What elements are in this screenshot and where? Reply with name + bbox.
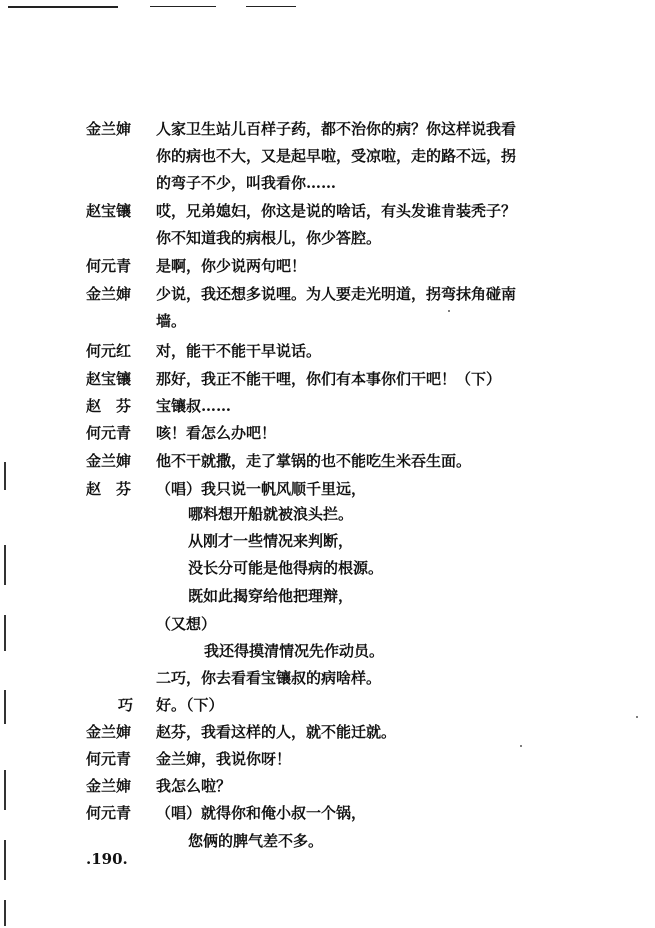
dialogue-line: （又想） (156, 615, 217, 633)
scan-edge-mark (4, 690, 6, 724)
dialogue-line: 墙。 (156, 312, 187, 330)
speaker-name: 何元青 (86, 257, 132, 275)
speaker-name: 赵宝镶 (86, 370, 132, 388)
speaker-name: 赵 芬 (86, 397, 132, 415)
dialogue-line: 赵芬，我看这样的人，就不能迁就。 (156, 723, 397, 741)
dialogue-line: 对，能干不能干早说话。 (156, 342, 322, 360)
top-rule-right (246, 6, 296, 7)
dialogue-line: 我怎么啦？ (156, 777, 232, 795)
speaker-name: 金兰婶 (86, 723, 132, 741)
speaker-name: 何元青 (86, 750, 132, 768)
speaker-name: 金兰婶 (86, 777, 132, 795)
scan-edge-mark (4, 462, 6, 490)
dialogue-line: 哪料想开船就被浪头拦。 (188, 505, 354, 523)
scan-speck (636, 716, 638, 718)
dialogue-line: 你的病也不大，又是起早啦，受凉啦，走的路不远，拐 (156, 147, 517, 165)
dialogue-line: （唱）就得你和俺小叔一个锅， (156, 804, 367, 822)
dialogue-line: 的弯子不少，叫我看你…… (156, 174, 337, 192)
dialogue-line: 咳！看怎么办吧！ (156, 424, 277, 442)
speaker-name: 何元青 (86, 804, 132, 822)
scan-edge-mark (4, 545, 6, 585)
speaker-name: 赵 芬 (86, 480, 132, 498)
scan-edge-mark (4, 770, 6, 810)
dialogue-line: 是啊，你少说两句吧！ (156, 257, 307, 275)
scan-edge-mark (4, 615, 6, 651)
speaker-name: 何元红 (86, 342, 132, 360)
scan-speck (448, 310, 450, 312)
dialogue-line: 二巧，你去看看宝镶叔的病啥样。 (156, 669, 382, 687)
dialogue-line: 你不知道我的病根儿，你少答腔。 (156, 229, 382, 247)
dialogue-line: 我还得摸清情况先作动员。 (204, 642, 385, 660)
dialogue-line: 既如此揭穿给他把理辩， (188, 587, 354, 605)
speaker-name: 金兰婶 (86, 452, 132, 470)
dialogue-line: 您俩的脾气差不多。 (188, 832, 324, 850)
dialogue-line: 他不干就撒，走了掌锅的也不能吃生米吞生面。 (156, 452, 472, 470)
scan-edge-mark (4, 840, 6, 880)
dialogue-line: 金兰婶，我说你呀！ (156, 750, 292, 768)
speaker-name: 赵宝镶 (86, 202, 132, 220)
speaker-name: 何元青 (86, 424, 132, 442)
speaker-name: 巧 (118, 696, 134, 714)
speaker-name: 金兰婶 (86, 120, 132, 138)
dialogue-line: 人家卫生站儿百样子药，都不治你的病？你这样说我看 (156, 120, 517, 138)
speaker-name: 金兰婶 (86, 285, 132, 303)
dialogue-line: 那好，我正不能干哩，你们有本事你们干吧！（下） (156, 370, 502, 388)
top-rule-left (8, 6, 118, 8)
dialogue-line: （唱）我只说一帆风顺千里远， (156, 480, 367, 498)
scan-edge-mark (4, 900, 6, 926)
dialogue-line: 哎，兄弟媳妇，你这是说的啥话，有头发谁肯装秃子？ (156, 202, 517, 220)
dialogue-line: 好。（下） (156, 696, 224, 714)
dialogue-line: 没长分可能是他得病的根源。 (188, 559, 384, 577)
dialogue-line: 从刚才一些情况来判断， (188, 532, 354, 550)
top-rule-mid (150, 6, 216, 7)
page-number: .190. (86, 850, 128, 868)
dialogue-line: 宝镶叔…… (156, 397, 232, 415)
dialogue-line: 少说，我还想多说哩。为人要走光明道，拐弯抹角碰南 (156, 285, 517, 303)
scan-speck (520, 745, 522, 747)
